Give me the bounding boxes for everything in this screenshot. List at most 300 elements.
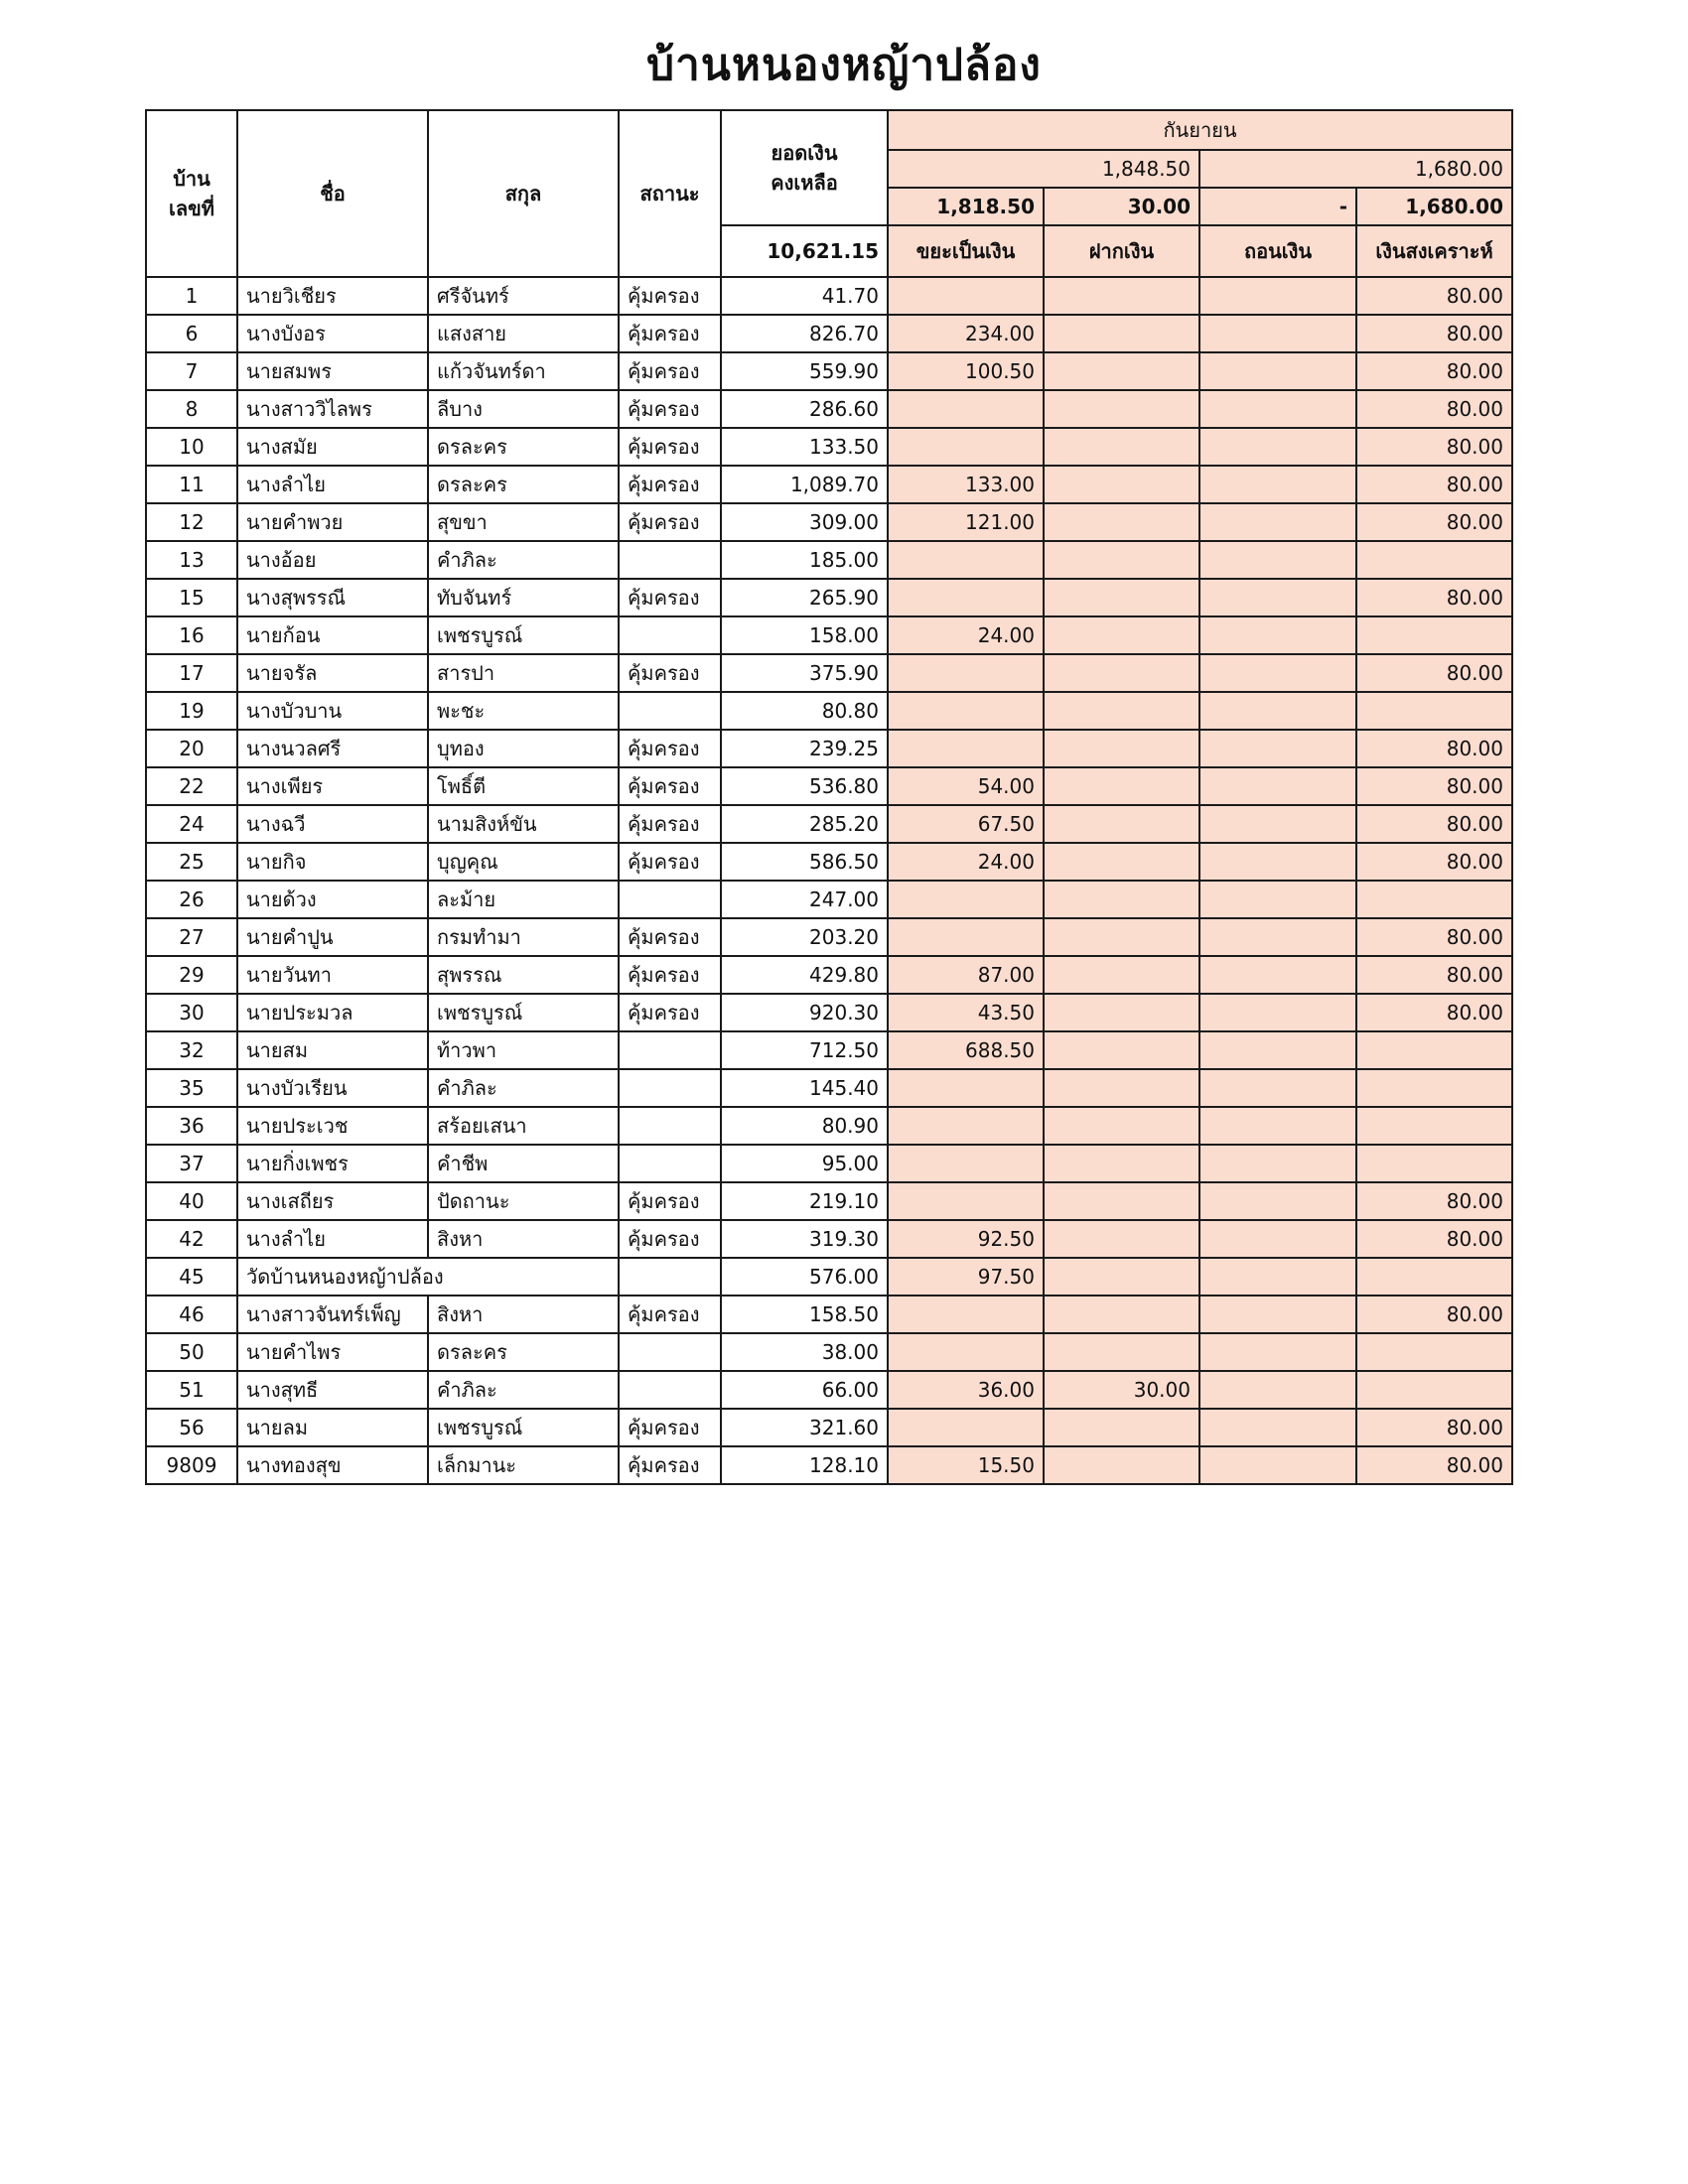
deposit-cell xyxy=(1044,805,1199,843)
table-row xyxy=(146,730,1512,767)
balance-header-line2: คงเหลือ xyxy=(771,171,838,195)
table-row xyxy=(146,390,1512,428)
balance-cell: 158.00 xyxy=(721,616,888,654)
balance-cell: 826.70 xyxy=(721,315,888,352)
waste-cell xyxy=(888,654,1044,692)
withdraw-cell xyxy=(1199,428,1356,466)
deposit-cell xyxy=(1044,503,1199,541)
table-row xyxy=(146,428,1512,466)
welfare-cell: 80.00 xyxy=(1356,1296,1512,1333)
surname-cell: พะชะ xyxy=(428,692,619,730)
welfare-cell xyxy=(1356,1333,1512,1371)
waste-cell xyxy=(888,277,1044,315)
table-row xyxy=(146,1258,1512,1296)
header-row-1 xyxy=(146,110,1512,150)
waste-cell: 87.00 xyxy=(888,956,1044,994)
group-outgo-total: 1,680.00 xyxy=(1199,150,1512,188)
name-cell: นายวันทา xyxy=(237,956,428,994)
surname-cell: คำภิละ xyxy=(428,1069,619,1107)
balance-header-line1: ยอดเงิน xyxy=(771,141,838,165)
deposit-cell xyxy=(1044,579,1199,616)
ledger-body xyxy=(146,110,1512,1484)
status-cell: คุ้มครอง xyxy=(619,390,721,428)
name-cell: นายก้อน xyxy=(237,616,428,654)
waste-cell xyxy=(888,579,1044,616)
house-no-cell: 36 xyxy=(146,1107,237,1145)
status-cell xyxy=(619,1333,721,1371)
status-cell: คุ้มครอง xyxy=(619,918,721,956)
deposit-cell xyxy=(1044,1409,1199,1446)
name-cell: นายคำไพร xyxy=(237,1333,428,1371)
waste-cell xyxy=(888,1409,1044,1446)
name-cell: นางสาวจันทร์เพ็ญ xyxy=(237,1296,428,1333)
balance-cell: 321.60 xyxy=(721,1409,888,1446)
withdraw-cell xyxy=(1199,956,1356,994)
status-cell: คุ้มครอง xyxy=(619,1220,721,1258)
withdraw-cell xyxy=(1199,315,1356,352)
welfare-cell: 80.00 xyxy=(1356,805,1512,843)
table-row xyxy=(146,277,1512,315)
house-no-cell: 29 xyxy=(146,956,237,994)
welfare-cell: 80.00 xyxy=(1356,956,1512,994)
waste-cell xyxy=(888,541,1044,579)
welfare-cell: 80.00 xyxy=(1356,1409,1512,1446)
name-cell: นายประเวช xyxy=(237,1107,428,1145)
name-cell: นายประมวล xyxy=(237,994,428,1031)
table-row xyxy=(146,654,1512,692)
deposit-cell xyxy=(1044,616,1199,654)
house-no-cell: 25 xyxy=(146,843,237,881)
deposit-cell xyxy=(1044,1258,1199,1296)
table-row xyxy=(146,994,1512,1031)
welfare-cell: 80.00 xyxy=(1356,918,1512,956)
welfare-cell xyxy=(1356,1031,1512,1069)
waste-cell: 67.50 xyxy=(888,805,1044,843)
name-cell: นายสมพร xyxy=(237,352,428,390)
house-no-header-line1: บ้าน xyxy=(173,167,211,191)
name-cell: นางลำไย xyxy=(237,1220,428,1258)
surname-cell: บุทอง xyxy=(428,730,619,767)
withdraw-cell xyxy=(1199,767,1356,805)
status-cell: คุ้มครอง xyxy=(619,805,721,843)
group-income-total: 1,848.50 xyxy=(888,150,1199,188)
house-no-header-line2: เลขที่ xyxy=(169,197,214,220)
status-cell: คุ้มครอง xyxy=(619,1409,721,1446)
house-no-cell: 24 xyxy=(146,805,237,843)
house-no-cell: 8 xyxy=(146,390,237,428)
withdraw-cell xyxy=(1199,352,1356,390)
deposit-cell xyxy=(1044,692,1199,730)
waste-cell xyxy=(888,390,1044,428)
balance-cell: 319.30 xyxy=(721,1220,888,1258)
status-cell: คุ้มครอง xyxy=(619,579,721,616)
surname-cell: เล็กมานะ xyxy=(428,1446,619,1484)
waste-cell: 97.50 xyxy=(888,1258,1044,1296)
table-row xyxy=(146,881,1512,918)
house-no-cell: 15 xyxy=(146,579,237,616)
table-row xyxy=(146,918,1512,956)
waste-cell: 100.50 xyxy=(888,352,1044,390)
withdraw-total: - xyxy=(1199,188,1356,225)
waste-cell: 133.00 xyxy=(888,466,1044,503)
name-cell: นางเพียร xyxy=(237,767,428,805)
balance-cell: 219.10 xyxy=(721,1182,888,1220)
welfare-cell xyxy=(1356,541,1512,579)
waste-cell xyxy=(888,1296,1044,1333)
deposit-cell xyxy=(1044,428,1199,466)
house-no-cell: 22 xyxy=(146,767,237,805)
deposit-cell xyxy=(1044,1107,1199,1145)
waste-column-header: ขยะเป็นเงิน xyxy=(888,225,1044,277)
status-cell xyxy=(619,1258,721,1296)
balance-cell: 128.10 xyxy=(721,1446,888,1484)
balance-cell: 247.00 xyxy=(721,881,888,918)
table-row xyxy=(146,579,1512,616)
deposit-cell xyxy=(1044,352,1199,390)
house-no-cell: 10 xyxy=(146,428,237,466)
withdraw-cell xyxy=(1199,1409,1356,1446)
house-no-cell: 40 xyxy=(146,1182,237,1220)
deposit-cell xyxy=(1044,1333,1199,1371)
deposit-cell xyxy=(1044,1031,1199,1069)
status-cell: คุ้มครอง xyxy=(619,277,721,315)
waste-cell xyxy=(888,1107,1044,1145)
table-row xyxy=(146,1220,1512,1258)
status-cell: คุ้มครอง xyxy=(619,994,721,1031)
balance-cell: 586.50 xyxy=(721,843,888,881)
name-cell: นางอ้อย xyxy=(237,541,428,579)
waste-cell xyxy=(888,1069,1044,1107)
deposit-cell xyxy=(1044,315,1199,352)
house-no-cell: 42 xyxy=(146,1220,237,1258)
house-no-cell: 13 xyxy=(146,541,237,579)
welfare-cell: 80.00 xyxy=(1356,730,1512,767)
withdraw-cell xyxy=(1199,1220,1356,1258)
name-cell: นางลำไย xyxy=(237,466,428,503)
balance-header xyxy=(721,110,888,225)
balance-cell: 920.30 xyxy=(721,994,888,1031)
table-row xyxy=(146,767,1512,805)
surname-cell: ปัดถานะ xyxy=(428,1182,619,1220)
surname-cell: แก้วจันทร์ดา xyxy=(428,352,619,390)
status-cell: คุ้มครอง xyxy=(619,1446,721,1484)
welfare-cell: 80.00 xyxy=(1356,1182,1512,1220)
balance-cell: 1,089.70 xyxy=(721,466,888,503)
name-cell: นายด้วง xyxy=(237,881,428,918)
surname-cell: ท้าวพา xyxy=(428,1031,619,1069)
status-cell: คุ้มครอง xyxy=(619,503,721,541)
house-no-cell: 6 xyxy=(146,315,237,352)
withdraw-cell xyxy=(1199,1107,1356,1145)
table-row xyxy=(146,541,1512,579)
deposit-total: 30.00 xyxy=(1044,188,1199,225)
name-cell: นางบัวบาน xyxy=(237,692,428,730)
withdraw-cell xyxy=(1199,579,1356,616)
table-row xyxy=(146,1371,1512,1409)
welfare-cell xyxy=(1356,1145,1512,1182)
name-header: ชื่อ xyxy=(237,110,428,277)
balance-cell: 38.00 xyxy=(721,1333,888,1371)
welfare-cell: 80.00 xyxy=(1356,352,1512,390)
withdraw-cell xyxy=(1199,1069,1356,1107)
name-cell: นางบัวเรียน xyxy=(237,1069,428,1107)
table-row xyxy=(146,315,1512,352)
house-no-cell: 46 xyxy=(146,1296,237,1333)
house-no-cell: 30 xyxy=(146,994,237,1031)
house-no-cell: 1 xyxy=(146,277,237,315)
name-cell: นายลม xyxy=(237,1409,428,1446)
house-no-cell: 20 xyxy=(146,730,237,767)
welfare-cell xyxy=(1356,1069,1512,1107)
house-no-cell: 17 xyxy=(146,654,237,692)
surname-cell: สุพรรณ xyxy=(428,956,619,994)
surname-cell: กรมทำมา xyxy=(428,918,619,956)
welfare-cell: 80.00 xyxy=(1356,503,1512,541)
table-row xyxy=(146,1107,1512,1145)
deposit-cell: 30.00 xyxy=(1044,1371,1199,1409)
status-cell xyxy=(619,1107,721,1145)
balance-cell: 80.80 xyxy=(721,692,888,730)
welfare-cell: 80.00 xyxy=(1356,315,1512,352)
surname-cell: สิงหา xyxy=(428,1296,619,1333)
deposit-cell xyxy=(1044,994,1199,1031)
balance-cell: 309.00 xyxy=(721,503,888,541)
surname-cell: เพชรบูรณ์ xyxy=(428,994,619,1031)
deposit-cell xyxy=(1044,1296,1199,1333)
name-cell: นางเสถียร xyxy=(237,1182,428,1220)
status-cell: คุ้มครอง xyxy=(619,654,721,692)
surname-cell: เพชรบูรณ์ xyxy=(428,616,619,654)
waste-cell xyxy=(888,428,1044,466)
house-no-cell: 51 xyxy=(146,1371,237,1409)
balance-cell: 429.80 xyxy=(721,956,888,994)
balance-cell: 158.50 xyxy=(721,1296,888,1333)
name-cell: นางนวลศรี xyxy=(237,730,428,767)
surname-cell: โพธิ์ตี xyxy=(428,767,619,805)
balance-cell: 95.00 xyxy=(721,1145,888,1182)
ledger-table xyxy=(145,109,1513,1485)
surname-cell: ศรีจันทร์ xyxy=(428,277,619,315)
status-cell: คุ้มครอง xyxy=(619,466,721,503)
surname-cell: ดรละคร xyxy=(428,1333,619,1371)
deposit-column-header: ฝากเงิน xyxy=(1044,225,1199,277)
surname-cell: เพชรบูรณ์ xyxy=(428,1409,619,1446)
deposit-cell xyxy=(1044,881,1199,918)
welfare-cell xyxy=(1356,1258,1512,1296)
welfare-cell xyxy=(1356,881,1512,918)
surname-cell: บุญคุณ xyxy=(428,843,619,881)
status-cell xyxy=(619,692,721,730)
surname-cell: สารปา xyxy=(428,654,619,692)
surname-cell: ลีบาง xyxy=(428,390,619,428)
surname-cell: สร้อยเสนา xyxy=(428,1107,619,1145)
status-cell xyxy=(619,616,721,654)
waste-cell: 234.00 xyxy=(888,315,1044,352)
welfare-cell: 80.00 xyxy=(1356,428,1512,466)
status-cell xyxy=(619,1371,721,1409)
status-cell: คุ้มครอง xyxy=(619,767,721,805)
welfare-cell: 80.00 xyxy=(1356,843,1512,881)
deposit-cell xyxy=(1044,767,1199,805)
status-cell: คุ้มครอง xyxy=(619,1296,721,1333)
balance-cell: 536.80 xyxy=(721,767,888,805)
deposit-cell xyxy=(1044,1220,1199,1258)
name-cell: นายคำพวย xyxy=(237,503,428,541)
surname-cell: นามสิงห์ขัน xyxy=(428,805,619,843)
name-cell: นายสม xyxy=(237,1031,428,1069)
waste-cell xyxy=(888,692,1044,730)
surname-cell: สิงหา xyxy=(428,1220,619,1258)
name-cell: นายวิเชียร xyxy=(237,277,428,315)
house-no-cell: 27 xyxy=(146,918,237,956)
house-no-cell: 9809 xyxy=(146,1446,237,1484)
waste-cell xyxy=(888,1145,1044,1182)
name-cell: นางสุทธี xyxy=(237,1371,428,1409)
balance-cell: 133.50 xyxy=(721,428,888,466)
withdraw-cell xyxy=(1199,541,1356,579)
deposit-cell xyxy=(1044,390,1199,428)
waste-cell xyxy=(888,881,1044,918)
welfare-cell: 80.00 xyxy=(1356,994,1512,1031)
status-cell: คุ้มครอง xyxy=(619,956,721,994)
balance-cell: 80.90 xyxy=(721,1107,888,1145)
withdraw-cell xyxy=(1199,1333,1356,1371)
table-row xyxy=(146,1031,1512,1069)
balance-cell: 576.00 xyxy=(721,1258,888,1296)
waste-cell: 92.50 xyxy=(888,1220,1044,1258)
name-cell: นายคำปูน xyxy=(237,918,428,956)
table-row xyxy=(146,1296,1512,1333)
house-no-cell: 12 xyxy=(146,503,237,541)
status-cell xyxy=(619,541,721,579)
deposit-cell xyxy=(1044,918,1199,956)
deposit-cell xyxy=(1044,277,1199,315)
table-row xyxy=(146,466,1512,503)
waste-cell: 24.00 xyxy=(888,843,1044,881)
welfare-cell: 80.00 xyxy=(1356,767,1512,805)
deposit-cell xyxy=(1044,1069,1199,1107)
table-row xyxy=(146,1446,1512,1484)
welfare-cell xyxy=(1356,1107,1512,1145)
table-row xyxy=(146,843,1512,881)
surname-header: สกุล xyxy=(428,110,619,277)
balance-cell: 559.90 xyxy=(721,352,888,390)
table-row xyxy=(146,503,1512,541)
deposit-cell xyxy=(1044,1446,1199,1484)
surname-cell: ดรละคร xyxy=(428,466,619,503)
status-cell xyxy=(619,1145,721,1182)
name-cell: วัดบ้านหนองหญ้าปล้อง xyxy=(237,1258,619,1296)
surname-cell: คำภิละ xyxy=(428,1371,619,1409)
deposit-cell xyxy=(1044,1182,1199,1220)
balance-cell: 712.50 xyxy=(721,1031,888,1069)
balance-cell: 375.90 xyxy=(721,654,888,692)
house-no-cell: 45 xyxy=(146,1258,237,1296)
deposit-cell xyxy=(1044,1145,1199,1182)
welfare-cell xyxy=(1356,1371,1512,1409)
waste-cell xyxy=(888,730,1044,767)
name-cell: นางสุพรรณี xyxy=(237,579,428,616)
withdraw-cell xyxy=(1199,1446,1356,1484)
table-row xyxy=(146,1145,1512,1182)
month-header: กันยายน xyxy=(888,110,1512,150)
welfare-cell xyxy=(1356,692,1512,730)
status-header: สถานะ xyxy=(619,110,721,277)
name-cell: นายจรัล xyxy=(237,654,428,692)
welfare-cell xyxy=(1356,616,1512,654)
table-row xyxy=(146,956,1512,994)
table-row xyxy=(146,1409,1512,1446)
status-cell: คุ้มครอง xyxy=(619,730,721,767)
withdraw-cell xyxy=(1199,1031,1356,1069)
withdraw-cell xyxy=(1199,881,1356,918)
status-cell xyxy=(619,1031,721,1069)
withdraw-cell xyxy=(1199,466,1356,503)
table-row xyxy=(146,616,1512,654)
table-row xyxy=(146,1069,1512,1107)
withdraw-cell xyxy=(1199,654,1356,692)
withdraw-cell xyxy=(1199,805,1356,843)
table-row xyxy=(146,1182,1512,1220)
house-no-cell: 26 xyxy=(146,881,237,918)
waste-cell: 688.50 xyxy=(888,1031,1044,1069)
table-row xyxy=(146,1333,1512,1371)
status-cell xyxy=(619,1069,721,1107)
waste-cell: 54.00 xyxy=(888,767,1044,805)
waste-total: 1,818.50 xyxy=(888,188,1044,225)
withdraw-cell xyxy=(1199,843,1356,881)
waste-cell: 15.50 xyxy=(888,1446,1044,1484)
welfare-column-header: เงินสงเคราะห์ xyxy=(1356,225,1512,277)
surname-cell: คำชีพ xyxy=(428,1145,619,1182)
withdraw-cell xyxy=(1199,994,1356,1031)
house-no-cell: 16 xyxy=(146,616,237,654)
status-cell: คุ้มครอง xyxy=(619,428,721,466)
balance-cell: 66.00 xyxy=(721,1371,888,1409)
balance-cell: 185.00 xyxy=(721,541,888,579)
waste-cell xyxy=(888,918,1044,956)
deposit-cell xyxy=(1044,654,1199,692)
page-title: บ้านหนองหญ้าปล้อง xyxy=(646,40,1042,90)
name-cell: นางบังอร xyxy=(237,315,428,352)
surname-cell: ละม้าย xyxy=(428,881,619,918)
house-no-header xyxy=(146,110,237,277)
welfare-cell: 80.00 xyxy=(1356,579,1512,616)
waste-cell: 24.00 xyxy=(888,616,1044,654)
status-cell xyxy=(619,881,721,918)
table-row xyxy=(146,692,1512,730)
welfare-cell: 80.00 xyxy=(1356,1446,1512,1484)
welfare-cell: 80.00 xyxy=(1356,277,1512,315)
balance-cell: 203.20 xyxy=(721,918,888,956)
deposit-cell xyxy=(1044,843,1199,881)
surname-cell: สุขขา xyxy=(428,503,619,541)
withdraw-cell xyxy=(1199,692,1356,730)
withdraw-cell xyxy=(1199,1258,1356,1296)
withdraw-cell xyxy=(1199,390,1356,428)
status-cell: คุ้มครอง xyxy=(619,843,721,881)
waste-cell: 121.00 xyxy=(888,503,1044,541)
balance-cell: 286.60 xyxy=(721,390,888,428)
house-no-cell: 50 xyxy=(146,1333,237,1371)
name-cell: นายกิจ xyxy=(237,843,428,881)
deposit-cell xyxy=(1044,730,1199,767)
withdraw-cell xyxy=(1199,1145,1356,1182)
withdraw-cell xyxy=(1199,1182,1356,1220)
name-cell: นางสาววิไลพร xyxy=(237,390,428,428)
balance-cell: 145.40 xyxy=(721,1069,888,1107)
deposit-cell xyxy=(1044,541,1199,579)
